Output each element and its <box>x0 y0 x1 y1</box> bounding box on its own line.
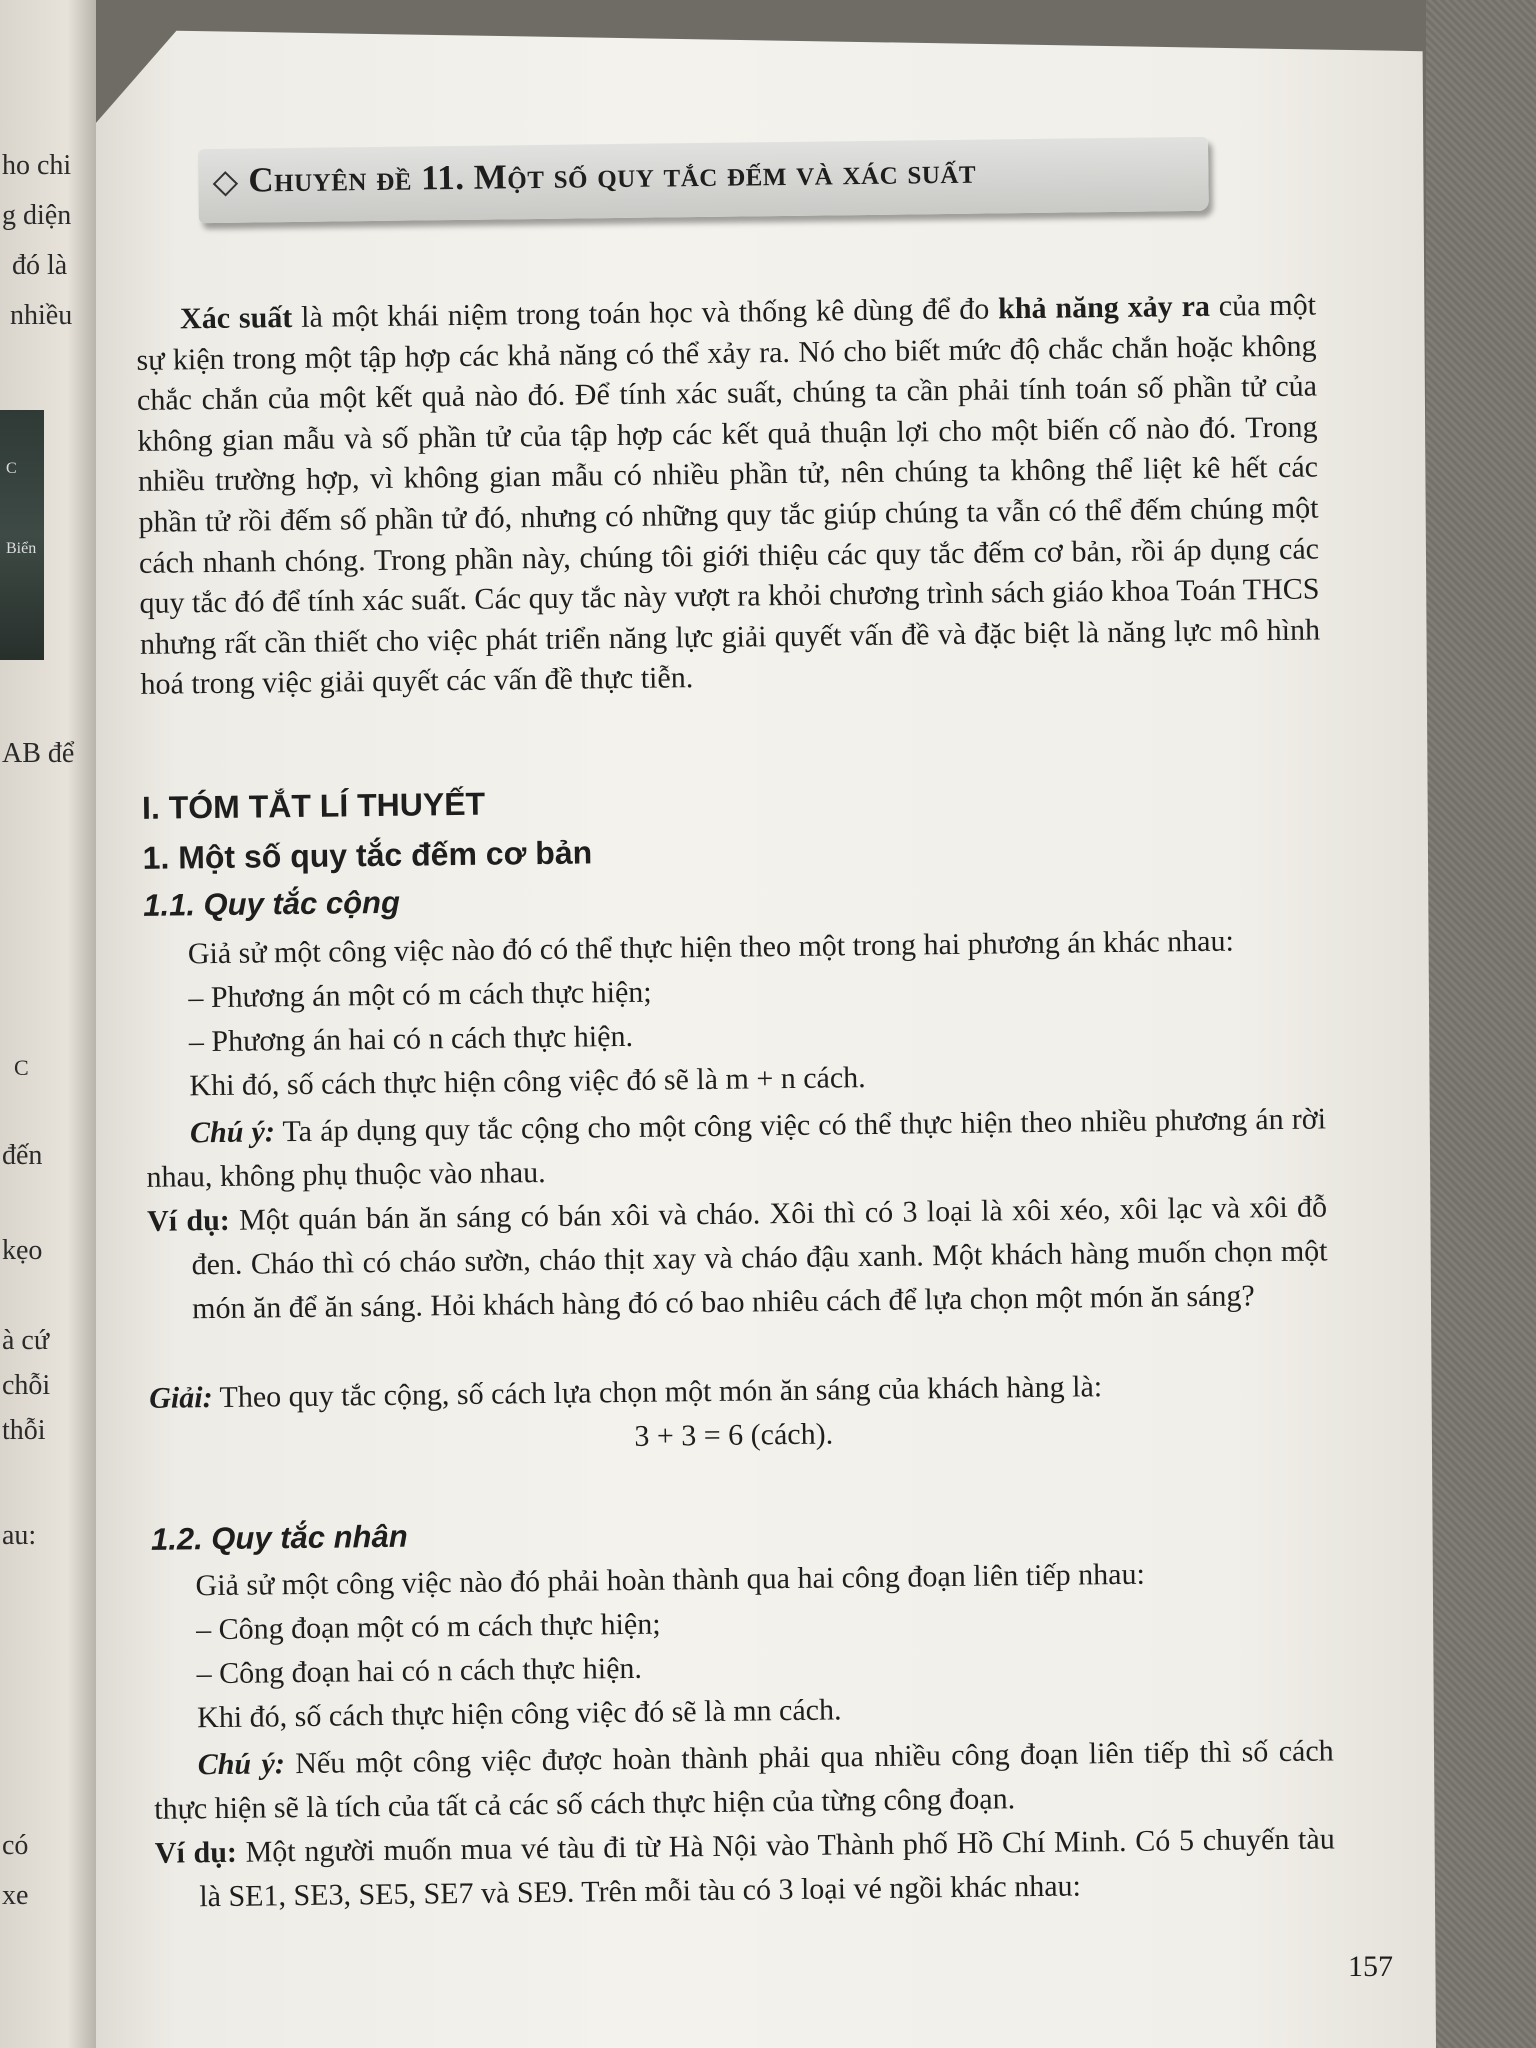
intro-term-probability: Xác suất <box>179 301 293 336</box>
left-fragment: có <box>2 1830 29 1861</box>
solution-label: Giải: <box>149 1381 213 1415</box>
left-fragment: à cứ <box>2 1325 50 1356</box>
page-number: 157 <box>1348 1950 1393 1983</box>
left-fragment: ho chi <box>2 150 72 181</box>
note-label: Chú ý: <box>197 1747 286 1782</box>
diamond-icon <box>213 171 238 196</box>
left-fragment: g diện <box>2 200 72 231</box>
left-page-photo <box>0 410 44 660</box>
left-fragment: đó là <box>12 250 68 281</box>
left-fragment: thỗi <box>2 1415 46 1446</box>
left-fragment: đến <box>2 1140 43 1171</box>
multiplication-rule-example <box>154 1817 1336 1919</box>
intro-text: là một khái niệm trong toán học và thống kê dùng để đo <box>292 292 999 335</box>
multiplication-rule-line: Khi đó, số cách thực hiện công việc đó sẽ là mn cách. <box>196 1693 842 1735</box>
left-fragment: kẹo <box>2 1235 43 1266</box>
solution-text: Theo quy tắc cộng, số cách lựa chọn một món ăn sáng của khách hàng là: <box>212 1370 1103 1415</box>
background-surface <box>1426 0 1536 2048</box>
chapter-title: Chuyên đề 11. Một số quy tắc đếm và xác suất <box>248 151 977 200</box>
section-heading: I. TÓM TẮT LÍ THUYẾT <box>141 785 486 826</box>
multiplication-rule-line: Giả sử một công việc nào đó phải hoàn thành qua hai công đoạn liên tiếp nhau: <box>195 1557 1146 1603</box>
addition-rule-line: Khi đó, số cách thực hiện công việc đó sẽ là m + n cách. <box>189 1061 866 1103</box>
addition-rule-example <box>146 1185 1329 1331</box>
addition-rule-line: – Phương án hai có n cách thực hiện. <box>188 1019 634 1059</box>
example-text: Một quán bán ăn sáng có bán xôi và cháo. Xôi thì có 3 loại là xôi xéo, xôi lạc và xôi đỗ đen. Cháo thì có cháo sườn, cháo thịt xay và cháo đậu xanh. Một khách hàng muốn chọn một món ăn để ăn sáng. Hỏi khách hàng đó có bao nhiêu cách để lựa chọn một món ăn sáng? <box>191 1190 1328 1326</box>
left-fragment: xe <box>2 1880 29 1911</box>
multiplication-rule-line: – Công đoạn hai có n cách thực hiện. <box>196 1651 643 1691</box>
note-label: Chú ý: <box>189 1115 276 1150</box>
addition-rule-line: – Phương án một có m cách thực hiện; <box>188 975 652 1015</box>
left-fragment: C <box>14 1055 29 1080</box>
multiplication-rule-line: – Công đoạn một có m cách thực hiện; <box>195 1607 661 1647</box>
left-page-edge <box>0 0 96 2048</box>
multiplication-rule-heading: 1.2. Quy tắc nhân <box>150 1518 408 1557</box>
left-fragment: chỗi <box>2 1370 51 1401</box>
left-fragment: au: <box>2 1520 37 1551</box>
addition-rule-note <box>146 1097 1327 1199</box>
multiplication-rule-note <box>153 1729 1334 1831</box>
example-text: Một người muốn mua vé tàu đi từ Hà Nội vào Thành phố Hồ Chí Minh. Có 5 chuyến tàu là SE1, SE3, SE5, SE7 và SE9. Trên mỗi tàu có 3 loại vé ngồi khác nhau: <box>199 1822 1335 1914</box>
addition-rule-heading: 1.1. Quy tắc cộng <box>143 884 401 923</box>
addition-rule-line: Giả sử một công việc nào đó có thể thực hiện theo một trong hai phương án khác nhau: <box>187 924 1235 971</box>
left-fragment: Biển <box>6 540 37 557</box>
left-fragment: AB để <box>2 738 75 769</box>
intro-text: của một sự kiện trong một tập hợp các khả năng có thể xảy ra. Nó cho biết mức độ chắc chắn hoặc không chắc chắn của một kết quả nào đó. Để tính xác suất, chúng ta cần phải tính toán số phần tử của không gian mẫu và số phần tử của tập hợp các kết quả thuận lợi cho một biến cố nào đó. Trong nhiều trường hợp, vì không gian mẫu có nhiều phần tử, nên chúng ta không thể liệt kê hết các phần tử rồi đếm số phần tử đó, nhưng có những quy tắc giúp chúng ta vẫn có thể đếm chúng một cách nhanh chóng. Trong phần này, chúng tôi giới thiệu các quy tắc đếm cơ bản, rồi áp dụng các quy tắc đó để tính xác suất. Các quy tắc này vượt ra khỏi chương trình sách giáo khoa Toán THCS nhưng rất cần thiết cho việc phát triển năng lực giải quyết vấn đề và đặc biệt là năng lực mô hình hoá trong việc giải quyết các vấn đề thực tiễn. <box>136 288 1321 702</box>
left-fragment: nhiều <box>10 300 73 331</box>
chapter-banner <box>198 137 1209 223</box>
subsection-heading: 1. Một số quy tắc đếm cơ bản <box>142 834 593 876</box>
note-text: Ta áp dụng quy tắc cộng cho một công việc có thể thực hiện theo nhiều phương án rời nhau, không phụ thuộc vào nhau. <box>146 1102 1327 1194</box>
note-text: Nếu một công việc được hoàn thành phải qua nhiều công đoạn liên tiếp thì số cách thực hiện sẽ là tích của tất cả các số cách thực hiện của từng công đoạn. <box>154 1734 1334 1826</box>
addition-rule-formula: 3 + 3 = 6 (cách). <box>634 1417 834 1453</box>
example-label: Ví dụ: <box>146 1203 230 1238</box>
left-fragment: C <box>6 460 17 477</box>
intro-paragraph <box>136 285 1321 705</box>
intro-term-likelihood: khả năng xảy ra <box>997 289 1211 326</box>
example-label: Ví dụ: <box>154 1835 238 1870</box>
